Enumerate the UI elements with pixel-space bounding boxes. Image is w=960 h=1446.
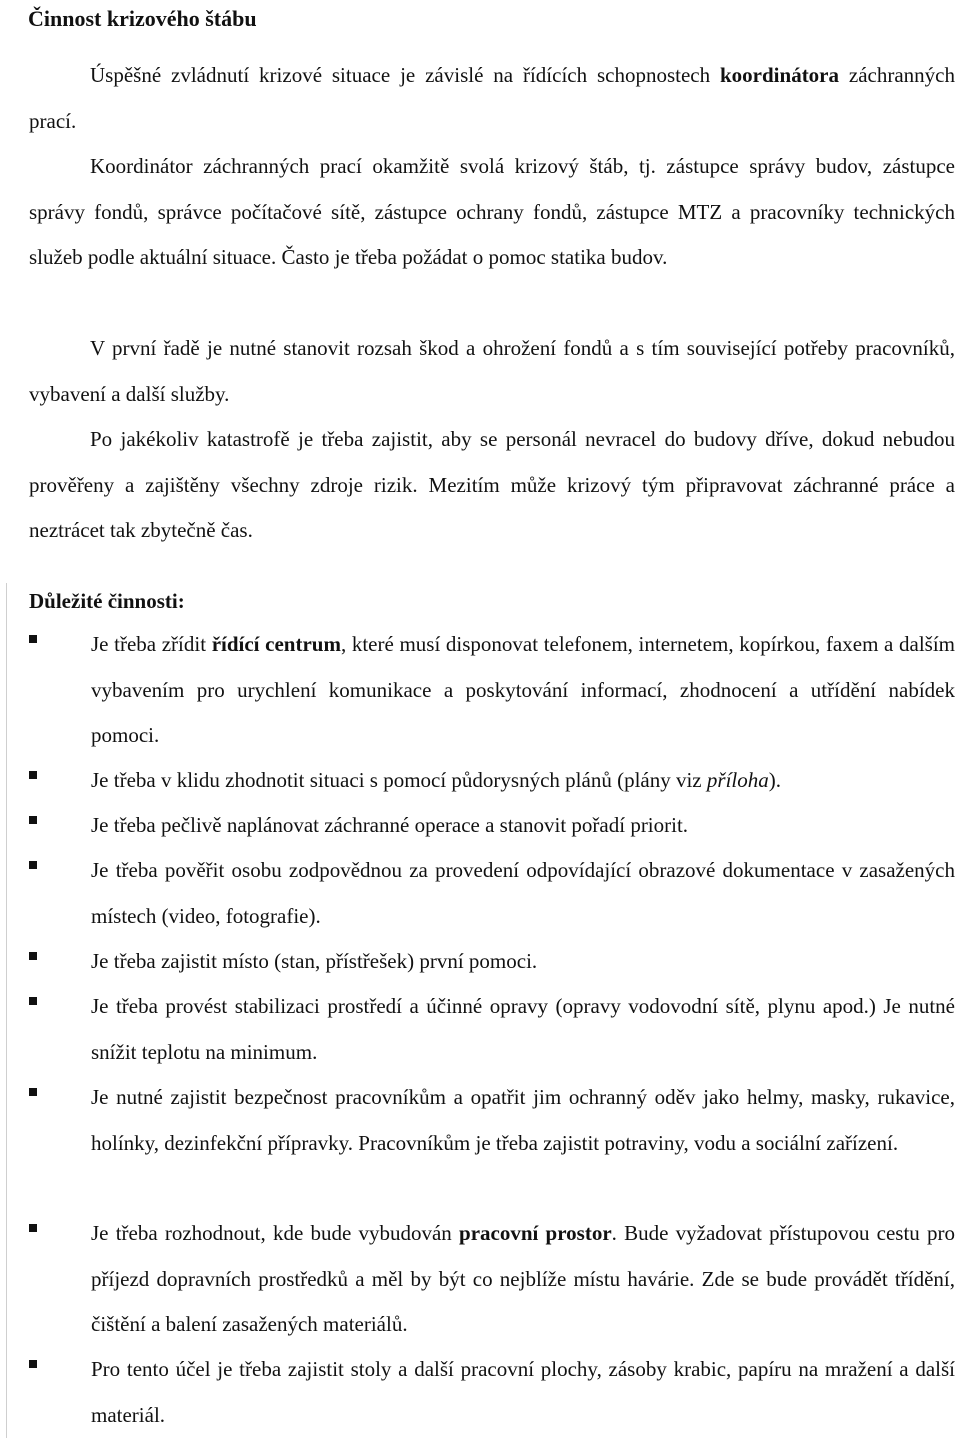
square-bullet-icon [29,635,37,643]
list-item [29,1075,955,1166]
list-item [29,1211,955,1348]
paragraph-damage-assessment: V první řadě je nutné stanovit rozsah škod a ohrožení fondů a s tím související potřeby pracovníků, vybavení a další služby. [29,336,955,406]
square-bullet-icon [29,771,37,779]
list-item [29,984,955,1075]
important-activities-heading: Důležité činnosti: [29,589,185,613]
margin-divider [6,583,7,1438]
bold-term-control-center: řídící centrum [211,632,341,656]
list-item-text: Je třeba provést stabilizaci prostředí a účinné opravy (opravy vodovodní sítě, plynu apod.) Je nutné snížit teplotu na minimum. [91,994,955,1064]
bold-term-coordinator: koordinátora [720,63,840,87]
paragraph-success [29,53,955,144]
list-item [29,848,955,939]
list-item-text: Je třeba rozhodnout, kde bude vybudován pracovní prostor. Bude vyžadovat přístupovou cestu pro příjezd dopravních prostředků a měl by být co nejblíže místu havárie. Zde se bude provádět třídění, čištění a balení zasažených materiálů. [91,1221,955,1336]
list-item-text: Je třeba pečlivě naplánovat záchranné operace a stanovit pořadí priorit. [91,813,689,837]
square-bullet-icon [29,861,37,869]
square-bullet-icon [29,997,37,1005]
bold-term-work-space: pracovní prostor [459,1221,612,1245]
square-bullet-icon [29,1360,37,1368]
list-item-text: Je třeba zřídit řídící centrum, které musí disponovat telefonem, internetem, kopírkou, faxem a dalším vybavením pro urychlení komunikace a poskytování informací, zhodnocení a utřídění nabídek pomoci. [91,632,955,747]
list-item [29,758,955,804]
square-bullet-icon [29,816,37,824]
list-item [29,803,955,849]
paragraph-after-disaster: Po jakékoliv katastrofě je třeba zajistit, aby se personál nevracel do budovy dříve, dokud nebudou prověřeny a zajištěny všechny zdroje rizik. Mezitím může krizový tým připravovat záchranné práce a neztrácet tak zbytečně čas. [29,427,955,542]
list-item-text: Je třeba pověřit osobu zodpovědnou za provedení odpovídající obrazové dokumentace v zasažených místech (video, fotografie). [91,858,955,928]
square-bullet-icon [29,952,37,960]
paragraph-text: Úspěšné zvládnutí krizové situace je závislé na řídících schopnostech [90,63,720,87]
list-item-text: Je třeba zajistit místo (stan, přístřešek) první pomoci. [91,949,538,973]
square-bullet-icon [29,1224,37,1232]
list-item [29,939,955,985]
list-item-text: Pro tento účel je třeba zajistit stoly a další pracovní plochy, zásoby krabic, papíru na mražení a další materiál. [91,1357,955,1427]
square-bullet-icon [29,1088,37,1096]
list-item [29,622,955,759]
list-item [29,1347,955,1438]
paragraph-text: záchranných prací. [29,63,955,133]
page-title: Činnost krizového štábu [28,6,257,31]
italic-term-attachment: příloha [706,768,769,792]
list-item-text: Je třeba v klidu zhodnotit situaci s pomocí půdorysných plánů (plány viz příloha). [91,768,781,792]
paragraph-crisis-staff: Koordinátor záchranných prací okamžitě svolá krizový štáb, tj. zástupce správy budov, zástupce správy fondů, správce počítačové sítě, zástupce ochrany fondů, zástupce MTZ a pracovníky technických služeb podle aktuální situace. Často je třeba požádat o pomoc statika budov. [29,154,955,269]
list-item-text: Je nutné zajistit bezpečnost pracovníkům a opatřit jim ochranný oděv jako helmy, masky, rukavice, holínky, dezinfekční přípravky. Pracovníkům je třeba zajistit potraviny, vodu a sociální zařízení. [91,1085,955,1155]
